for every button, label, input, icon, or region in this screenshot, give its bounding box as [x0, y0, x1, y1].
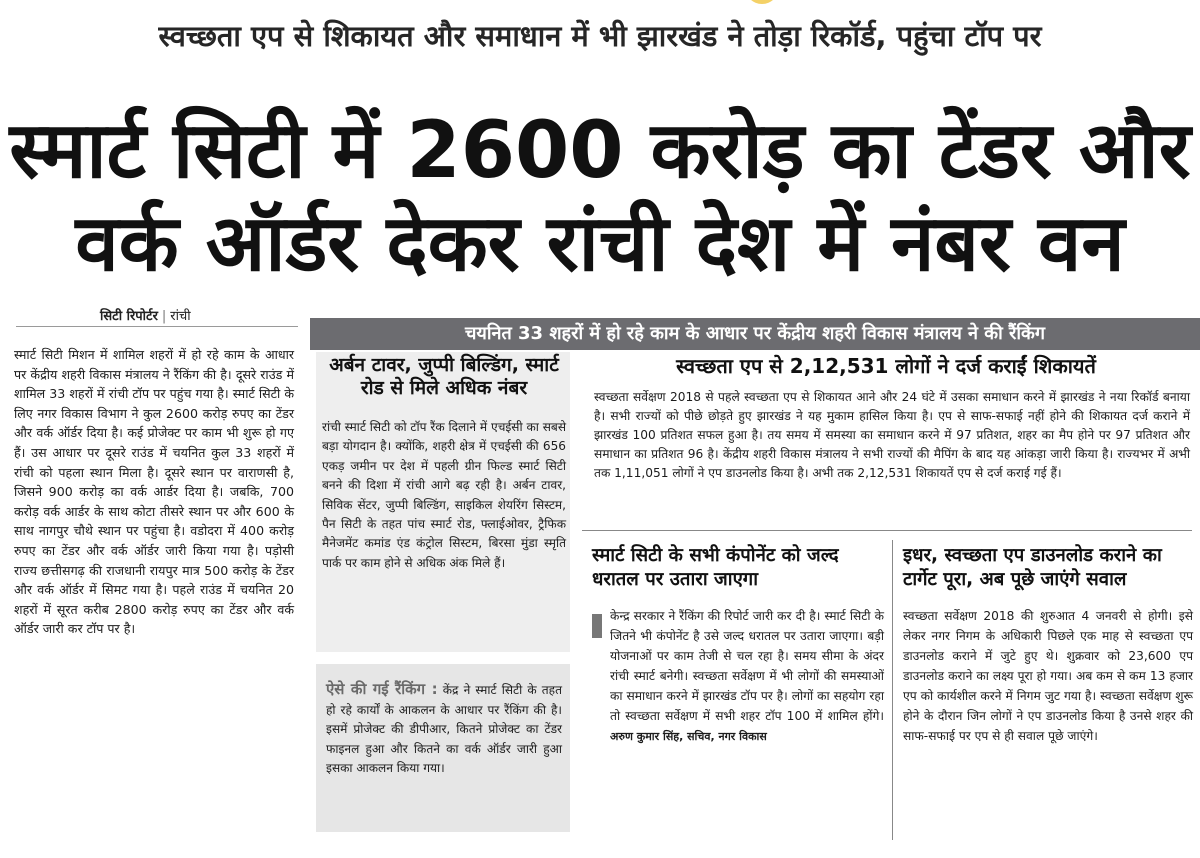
byline	[100, 306, 191, 324]
quote-marker-icon	[592, 614, 602, 638]
byline-place: रांची	[170, 309, 191, 324]
ranking-lead: ऐसे की गई रैंकिंग :	[326, 680, 438, 698]
byline-reporter: सिटी रिपोर्टर	[100, 309, 158, 324]
app-complaints-heading: स्वच्छता एप से 2,12,531 लोगों ने दर्ज कराईं शिकायतें	[676, 354, 1096, 378]
secretary-credit: अरुण कुमार सिंह, सचिव, नगर विकास	[610, 730, 767, 743]
masthead-decoration	[745, 0, 779, 4]
section-banner: चयनित 33 शहरों में हो रहे काम के आधार पर केंद्रीय शहरी विकास मंत्रालय ने की रैंकिंग	[310, 318, 1200, 350]
ranking-body: केंद्र ने स्मार्ट सिटी के तहत हो रहे कार्यों के आकलन के आधार पर रैंकिंग की है। इसमें प्रोजेक्ट की डीपीआर, कितने प्रोजेक्ट का टेंडर फाइनल हुआ और कितने का वर्क ऑर्डर जारी हुआ इसका आकलन किया गया।	[326, 683, 562, 776]
app-complaints-body: स्वच्छता सर्वेक्षण 2018 से पहले स्वच्छता एप से शिकायत आने और 24 घंटे में उसका समाधान करने में झारखंड ने नया रिकॉर्ड बनाया है। सभी राज्यों को पीछे छोड़ते हुए झारखंड ने यह मुकाम हासिल किया है। एप से साफ-सफाई नहीं होने की शिकायत दर्ज कराने में झारखंड 100 प्रतिशत सफल हुआ है। तय समय में समस्या का समाधान करने में 97 प्रतिशत, शहर का मैप होने पर 97 प्रतिशत और समाधान का प्रतिशत 96 है। केंद्रीय शहरी विकास मंत्रालय ने सभी राज्यों की मैपिंग के बाद यह आंकड़ा जारी किया है। राज्यभर में अभी तक 1,11,051 लोगों ने एप डाउनलोड किया है। अभी तक 2,12,531 शिकायतें एप से दर्ज कराई गई हैं।	[594, 390, 1190, 481]
sidebar-body: रांची स्मार्ट सिटी को टॉप रैंक दिलाने में एचईसी का सबसे बड़ा योगदान है। क्योंकि, शहरी क्षेत्र में एचईसी की 656 एकड़ जमीन पर देश में पहली ग्रीन फिल्ड स्मार्ट सिटी बनने की दिशा में रांची आगे बढ़ रही है। अर्बन टावर, सिविक सेंटर, जुप्पी बिल्डिंग, साइकिल शेयरिंग सिस्टम, पैन सिटी के तहत पांच स्मार्ट रोड, फ्लाईओवर, ट्रैफिक मैनेजमेंट कमांड एंड कंट्रोल सिस्टम, बिरसा मुंडा स्मृति पार्क पर काम होने से अधिक अंक मिले हैं।	[322, 420, 566, 570]
app-download-body: स्वच्छता सर्वेक्षण 2018 की शुरुआत 4 जनवरी से होगी। इसे लेकर नगर निगम के अधिकारी पिछले एक माह से स्वच्छता एप डाउनलोड कराने में जुटे हुए थे। शुक्रवार को 23,600 एप डाउनलोड कराने का लक्ष्य पूरा हो गया। अब कम से कम 13 हजार एप को कार्यशील करने में निगम जुट गया है। स्वच्छता सर्वेक्षण शुरू होने के दौरान जिन लोगों ने एप डाउनलोड किया है उनसे शहर की साफ-सफाई पर एप से ही सवाल पूछे जाएंगे।	[903, 609, 1193, 743]
byline-separator: |	[161, 309, 167, 324]
section-divider	[582, 530, 1192, 531]
headline-line-1: स्मार्ट सिटी में 2600 करोड़ का टेंडर और	[9, 106, 1191, 196]
secretary-quote-body: केन्द्र सरकार ने रैंकिंग की रिपोर्ट जारी कर दी है। स्मार्ट सिटी के जितने भी कंपोनेंट है उसे जल्द धरातल पर उतारा जाएगा। बड़ी योजनाओं पर काम तेजी से चल रहा है। समय सीमा के अंदर रांची स्मार्ट बनेगी। स्वच्छता सर्वेक्षण में भी लोगों की समस्याओं का समाधान करने में झारखंड टॉप पर है। लोगों का सहयोग रहा तो स्वच्छता सर्वेक्षण में सभी शहर टॉप 100 में शामिल होंगे।	[610, 609, 884, 723]
column-divider	[892, 540, 893, 840]
byline-rule	[16, 326, 298, 327]
ranking-text	[326, 680, 562, 779]
smart-city-components-heading: स्मार्ट सिटी के सभी कंपोनेंट को जल्द धरातल पर उतारा जाएगा	[592, 545, 839, 590]
app-download-target-heading: इधर, स्वच्छता एप डाउनलोड कराने का टार्गेट पूरा, अब पूछे जाएंगे सवाल	[903, 545, 1162, 590]
sidebar-heading: अर्बन टावर, जुप्पी बिल्डिंग, स्मार्ट रोड से मिले अधिक नंबर	[329, 354, 559, 399]
main-article-body: स्मार्ट सिटी मिशन में शामिल शहरों में हो रहे काम के आधार पर केंद्रीय शहरी विकास मंत्रालय ने रैंकिंग की है। दूसरे राउंड में शामिल 33 शहरों में रांची टॉप पर पहुंच गया है। स्मार्ट सिटी के लिए नगर विकास विभाग ने कुल 2600 करोड़ रुपए का टेंडर और वर्क ऑर्डर दिया है। कई प्रोजेक्ट पर काम भी शुरू हो गए हैं। उस आधार पर दूसरे राउंड में चयनित कुल 33 शहरों में रांची को पहला स्थान मिला है। दूसरे स्थान पर वाराणसी है, जिसने 900 करोड़ का वर्क आर्डर दिया है। जबकि, 700 करोड़ वर्क आर्डर के साथ कोटा तीसरे स्थान पर और 600 के साथ नागपुर चौथे स्थान पर पहुंचा है। वडोदरा में 400 करोड़ रुपए का टेंडर और वर्क ऑर्डर जारी किया गया है। पड़ोसी राज्य छत्तीसगढ़ की राजधानी रायपुर मात्र 500 करोड़ के टेंडर और वर्क ऑर्डर में सिमट गया है। पहले राउंड में चयनित 20 शहरों में सूरत करीब 2800 करोड़ रुपए का टेंडर और वर्क ऑर्डर जारी कर टॉप पर है।	[14, 347, 294, 637]
headline-line-2: वर्क ऑर्डर देकर रांची देश में नंबर वन	[75, 199, 1125, 289]
secretary-quote	[610, 606, 884, 747]
overline-kicker: स्वच्छता एप से शिकायत और समाधान में भी झारखंड ने तोड़ा रिकॉर्ड, पहुंचा टॉप पर	[158, 19, 1042, 53]
